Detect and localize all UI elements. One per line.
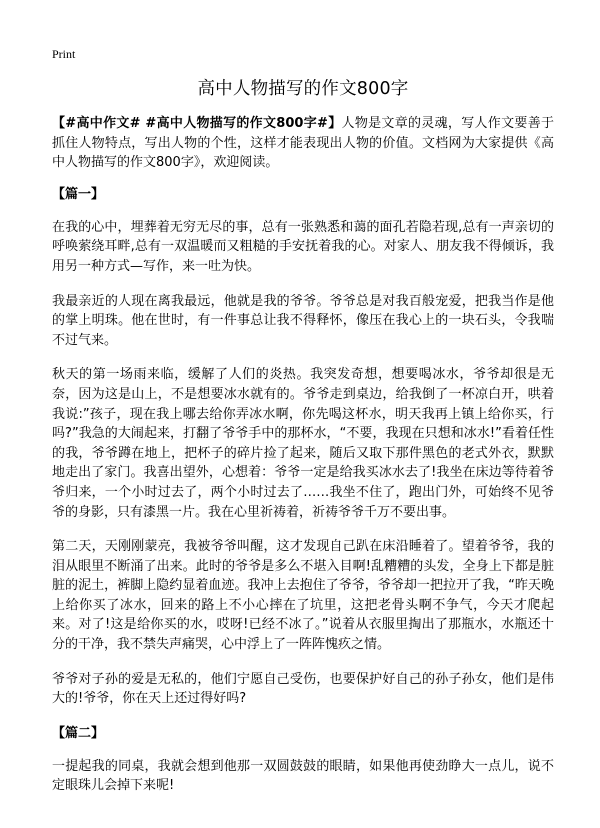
- section-1-paragraph-3: 秋天的第一场雨来临，缓解了人们的炎热。我突发奇想，想要喝冰水，爷爷却很是无奈，因为这是山上，不是想要冰水就有的。爷爷走到桌边，给我倒了一杯凉白开，哄着我说:”孩子，现在我上哪去给你弄冰水啊，你先喝这杯水，明天我再上镇上给你买，行吗?”我急的大闹起来，打翻了爷爷手中的那杯水，“不要，我现在只想和冰水!”看着任性的我，爷爷蹲在地上，把杯子的碎片捡了起来，随后又取下那件黑色的老式外衣，默默地走出了家门。我喜出望外，心想着：爷爷一定是给我买冰水去了!我坐在床边等待着爷爷归来，一个小时过去了，两个小时过去了……我坐不住了，跑出门外，可始终不见爷爷的身影，只有漆黑一片。我在心里祈祷着，祈祷爷爷千万不要出事。: [52, 367, 554, 520]
- print-label[interactable]: Print: [52, 47, 76, 61]
- section-1-paragraph-4: 第二天，天刚刚蒙亮，我被爷爷叫醒，这才发现自己趴在床沿睡着了。望着爷爷，我的泪从眼里不断涌了出来。此时的爷爷是多么不堪入目啊!乱糟糟的头发，全身上下都是脏脏的泥土，裤脚上隐约显着血迹。我冲上去抱住了爷爷，爷爷却一把拉开了我，“昨天晚上给你买了冰水，回来的路上不小心摔在了坑里，这把老骨头啊不争气，今天才爬起来。对了!这是给你买的水，哎呀!已经不冰了。”说着从衣服里掏出了那瓶水，水瓶还十分的干净，我不禁失声痛哭，心中浮上了一阵阵愧疚之情。: [52, 539, 554, 653]
- section-2-paragraph-1: 一提起我的同桌，我就会想到他那一双圆鼓鼓的眼睛，如果他再使劲睁大一点儿，说不定眼珠儿会掉下来呢!: [52, 758, 554, 794]
- section-1-paragraph-1: 在我的心中，埋葬着无穷无尽的事，总有一张熟悉和蔼的面孔若隐若现,总有一声亲切的呼唤萦绕耳畔,总有一双温暖而又粗糙的手安抚着我的心。对家人、朋友我不得倾诉，我用另一种方式—写作，来一吐为快。: [52, 219, 554, 274]
- intro-tag: 【#高中作文# #高中人物描写的作文800字#】: [52, 116, 342, 131]
- section-heading-1: 【篇一】: [52, 186, 105, 202]
- section-1-paragraph-5: 爷爷对子孙的爱是无私的，他们宁愿自己受伤，也要保护好自己的孙子孙女，他们是伟大的!爷爷，你在天上还过得好吗?: [52, 671, 554, 707]
- document-body: [52, 78, 554, 811]
- document-title: 高中人物描写的作文800字: [197, 79, 409, 99]
- section-heading-2: 【篇二】: [52, 725, 105, 741]
- section-1-paragraph-2: 我最亲近的人现在离我最远，他就是我的爷爷。爷爷总是对我百般宠爱，把我当作是他的掌上明珠。他在世时，有一件事总让我不得释怀，像压在我心上的一块石头，令我喘不过气来。: [52, 293, 554, 348]
- intro-text: 人物是文章的灵魂，写人作文要善于抓住人物特点，写出人物的个性，这样才能表现出人物的价值。文档网为大家提供《高中人物描写的作文800字》，欢迎阅读。: [52, 116, 554, 171]
- intro-paragraph: [52, 114, 554, 173]
